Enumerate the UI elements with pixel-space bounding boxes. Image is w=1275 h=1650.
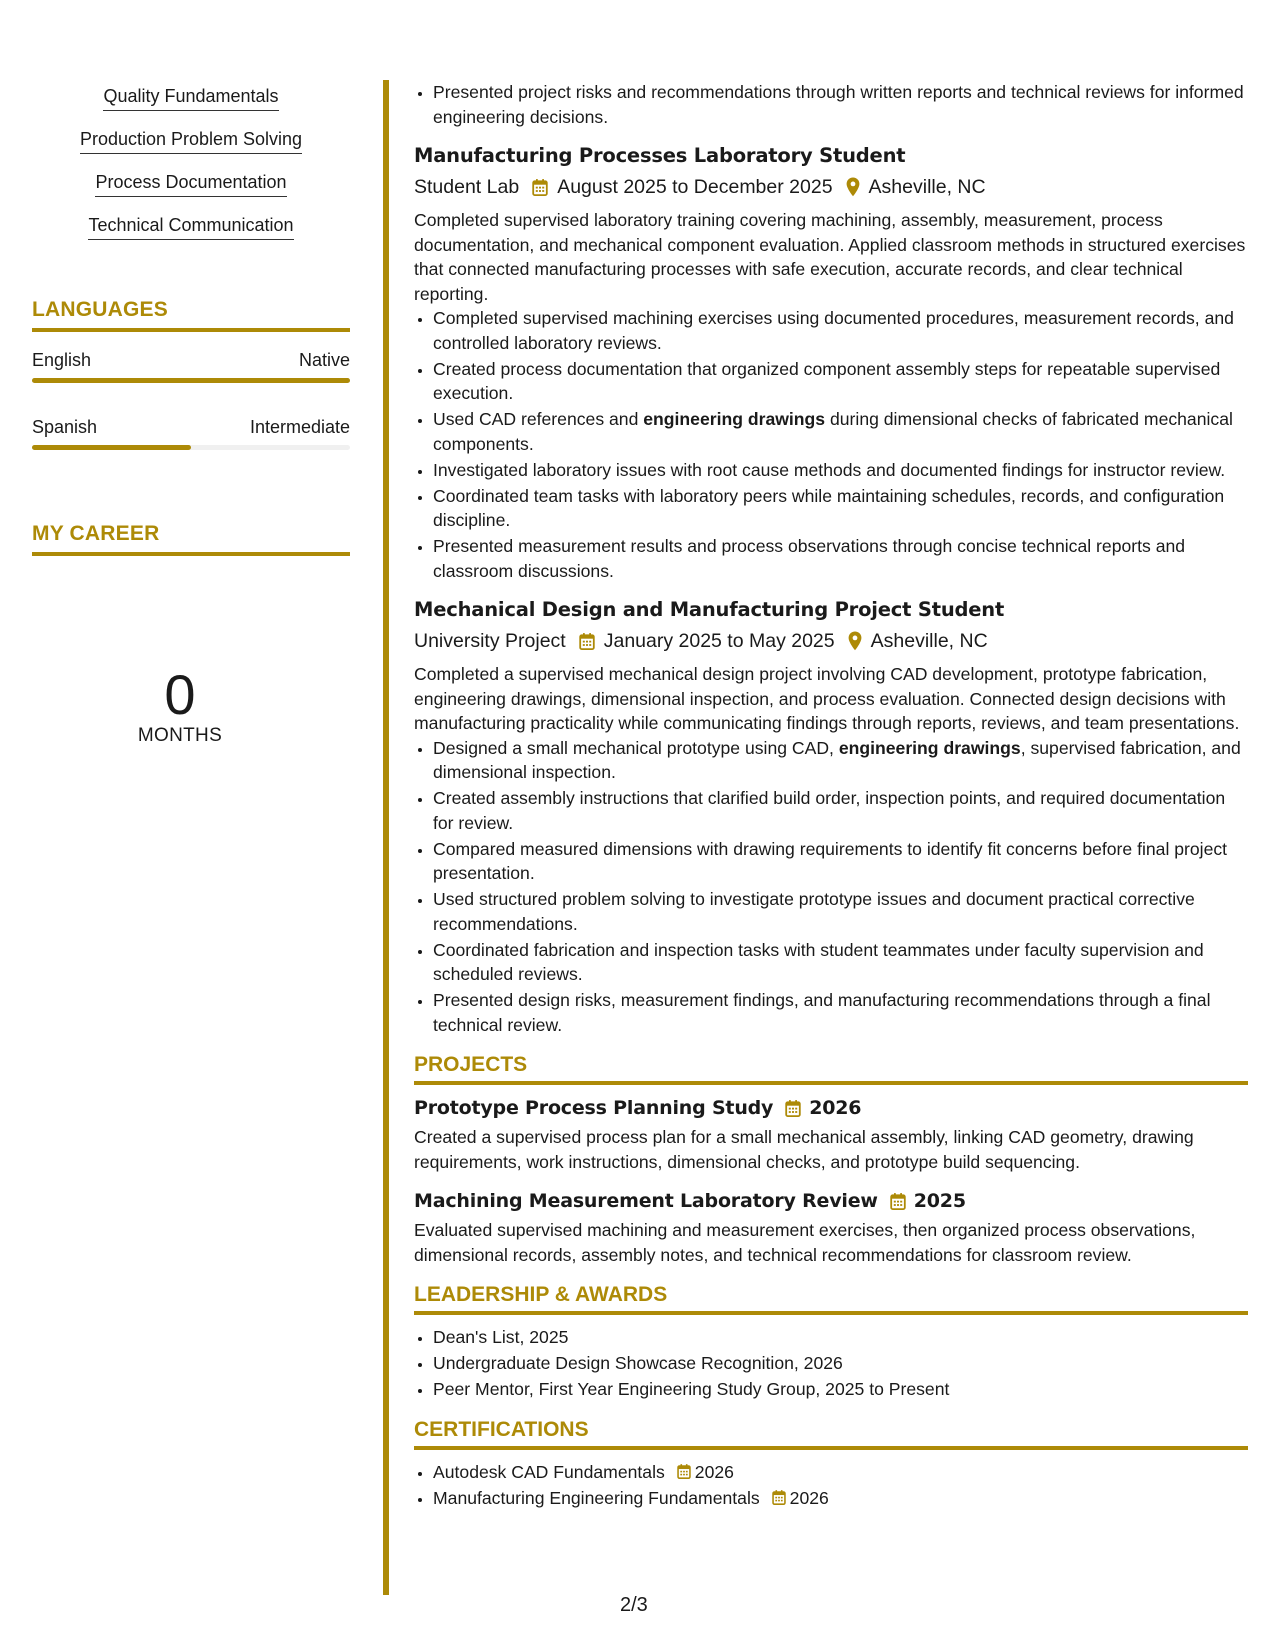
- job-title: Mechanical Design and Manufacturing Project Student: [414, 598, 1005, 621]
- certification-name: • Manufacturing Engineering Fundamentals: [433, 1487, 760, 1508]
- projects-heading: PROJECTS: [414, 1053, 1248, 1085]
- language-row: [32, 348, 350, 383]
- skill-item: Production Problem Solving: [80, 127, 302, 154]
- language-proficiency-fill: [32, 378, 350, 383]
- list-item: • Used structured problem solving to investigate prototype issues and document practical corrective recommendations.: [433, 887, 1248, 936]
- certification-year: 2026: [694, 1461, 734, 1482]
- calendar-icon: [579, 632, 595, 651]
- job-entry: [414, 143, 1248, 583]
- job-dates: August 2025 to December 2025: [557, 176, 833, 198]
- map-pin-icon: [846, 177, 860, 197]
- awards-list: [414, 1325, 1248, 1402]
- job-bullet-list: [414, 736, 1248, 1038]
- skill-list: [32, 84, 350, 256]
- project-title: Prototype Process Planning Study: [414, 1097, 774, 1119]
- list-item: • Completed supervised machining exercises using documented procedures, measurement records, and controlled laboratory reviews.: [433, 306, 1248, 355]
- list-item: • Created process documentation that organized component assembly steps for repeatable supervised execution.: [433, 357, 1248, 406]
- project-description: Created a supervised process plan for a small mechanical assembly, linking CAD geometry, drawing requirements, work instructions, dimensional checks, and prototype build sequencing.: [414, 1127, 1194, 1172]
- list-item: • Presented project risks and recommendations through written reports and technical reviews for informed engineering decisions.: [433, 80, 1248, 129]
- job-meta: [414, 174, 1248, 200]
- language-level: Intermediate: [249, 417, 350, 437]
- list-item: • Coordinated fabrication and inspection tasks with student teammates under faculty supervision and scheduled reviews.: [433, 938, 1248, 987]
- column-divider: [383, 80, 389, 1595]
- bullet-emphasis: engineering drawings: [643, 409, 826, 429]
- list-item: [433, 407, 1248, 456]
- projects-section: [414, 1053, 1248, 1267]
- language-proficiency-fill: [32, 445, 191, 450]
- career-unit: MONTHS: [137, 725, 223, 746]
- job-description: Completed supervised laboratory training covering machining, assembly, measurement, process documentation, and mechanical component evaluation. Applied classroom methods in structured exercises that connected manufacturing processes with safe execution, accurate records, and clear technical reporting.: [414, 210, 1246, 304]
- job-location: Asheville, NC: [868, 176, 986, 198]
- list-item: [433, 1460, 1248, 1485]
- language-name: English: [32, 350, 92, 370]
- map-pin-icon: [848, 631, 862, 651]
- list-item: [433, 736, 1248, 785]
- bullet-text: during dimensional checks of fabricated mechanical components.: [433, 409, 1233, 454]
- job-location: Asheville, NC: [870, 630, 988, 652]
- job-dates: January 2025 to May 2025: [603, 630, 835, 652]
- job-entry: [414, 597, 1248, 1037]
- list-item: • Dean's List, 2025: [433, 1325, 1248, 1350]
- languages-heading: LANGUAGES: [32, 298, 350, 332]
- job-title: Manufacturing Processes Laboratory Student: [414, 144, 906, 167]
- bullet-emphasis: engineering drawings: [838, 737, 1021, 758]
- calendar-icon: [772, 1489, 786, 1506]
- language-row: [32, 415, 350, 450]
- list-item: • Undergraduate Design Showcase Recognition, 2026: [433, 1351, 1248, 1376]
- skill-item: Process Documentation: [95, 170, 286, 197]
- career-heading: MY CAREER: [32, 522, 350, 556]
- certification-name: • Autodesk CAD Fundamentals: [433, 1461, 665, 1482]
- project-year: 2026: [809, 1097, 862, 1119]
- skill-item: Quality Fundamentals: [103, 84, 278, 111]
- sidebar: [32, 84, 350, 748]
- calendar-icon: [890, 1192, 906, 1211]
- project-title-row: [414, 1095, 1248, 1121]
- list-item: [433, 1486, 1248, 1511]
- language-proficiency-bar: [32, 445, 350, 450]
- language-level: Native: [298, 350, 350, 370]
- continued-bullet-list: [414, 80, 1248, 129]
- project-year: 2025: [913, 1190, 966, 1212]
- list-item: • Presented measurement results and process observations through concise technical reports and classroom discussions.: [433, 534, 1248, 583]
- job-org: Student Lab: [414, 176, 520, 198]
- page-number: 2/3: [620, 1594, 648, 1616]
- main-content: [414, 80, 1248, 1512]
- list-item: • Compared measured dimensions with drawing requirements to identify fit concerns before final project presentation.: [433, 837, 1248, 886]
- certifications-section: [414, 1418, 1248, 1511]
- language-name: Spanish: [32, 417, 98, 437]
- certifications-list: [414, 1460, 1248, 1511]
- awards-section: [414, 1283, 1248, 1402]
- calendar-icon: [677, 1463, 691, 1480]
- certification-year: 2026: [789, 1487, 829, 1508]
- language-proficiency-bar: [32, 378, 350, 383]
- bullet-text: Designed a small mechanical prototype using CAD,: [433, 737, 839, 758]
- calendar-icon: [532, 178, 548, 197]
- awards-heading: LEADERSHIP & AWARDS: [414, 1283, 1248, 1315]
- bullet-text: , supervised fabrication, and dimensional inspection.: [433, 737, 1241, 782]
- skill-item: Technical Communication: [88, 213, 293, 240]
- career-summary: [32, 663, 328, 748]
- job-org: University Project: [414, 630, 566, 652]
- job-meta: [414, 628, 1248, 654]
- list-item: • Investigated laboratory issues with root cause methods and documented findings for instructor review.: [433, 458, 1248, 483]
- calendar-icon: [785, 1099, 801, 1118]
- career-value: 0: [164, 663, 196, 726]
- list-item: • Coordinated team tasks with laboratory peers while maintaining schedules, records, and configuration discipline.: [433, 484, 1248, 533]
- project-description: Evaluated supervised machining and measurement exercises, then organized process observations, dimensional records, assembly notes, and technical recommendations for classroom review.: [414, 1220, 1196, 1265]
- bullet-text: Used CAD references and: [433, 409, 644, 429]
- project-title-row: [414, 1188, 1248, 1214]
- list-item: • Presented design risks, measurement findings, and manufacturing recommendations through a final technical review.: [433, 988, 1248, 1037]
- job-bullet-list: [414, 306, 1248, 583]
- certifications-heading: CERTIFICATIONS: [414, 1418, 1248, 1450]
- list-item: • Created assembly instructions that clarified build order, inspection points, and required documentation for review.: [433, 786, 1248, 835]
- list-item: • Peer Mentor, First Year Engineering Study Group, 2025 to Present: [433, 1377, 1248, 1402]
- project-title: Machining Measurement Laboratory Review: [414, 1190, 878, 1212]
- job-description: Completed a supervised mechanical design project involving CAD development, prototype fabrication, engineering drawings, dimensional inspection, and process evaluation. Connected design decisions with manufacturing practicality while communicating findings through reports, reviews, and team presentations.: [414, 664, 1240, 733]
